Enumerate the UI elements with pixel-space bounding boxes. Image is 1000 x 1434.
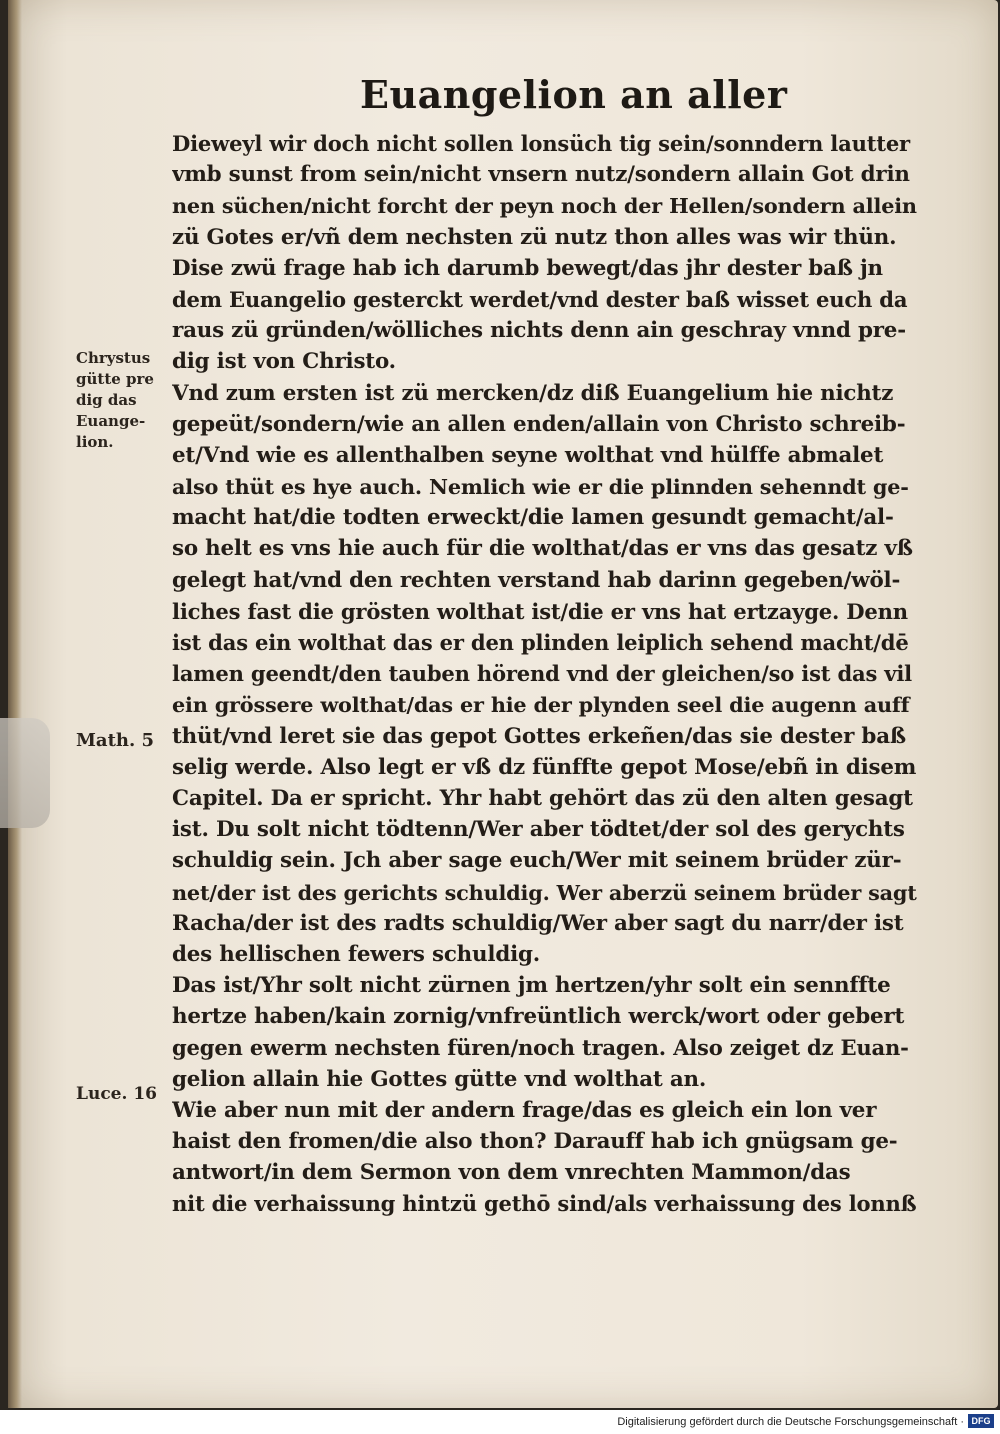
text-line: dig ist von Christo.	[172, 349, 396, 375]
text-line: nen süchen/nicht forcht der peyn noch der Hellen/sondern allein	[172, 193, 917, 219]
text-line: also thüt es hye auch. Nemlich wie er die plinnden sehenndt ge-	[172, 474, 909, 500]
text-line: selig werde. Also legt er vß dz fünffte gepot Mose/ebñ in disem	[172, 754, 917, 780]
text-line: liches fast die grösten wolthat ist/die er vns hat ertzayge. Denn	[172, 598, 908, 624]
text-line: gelegt hat/vnd den rechten verstand hab darinn gegeben/wöl-	[172, 567, 901, 593]
text-line: gepeüt/sondern/wie an allen enden/allain von Christo schreib-	[172, 411, 906, 437]
margin-note-line: Euange-	[76, 412, 146, 430]
text-line: ist das ein wolthat das er den plinden leiplich sehend macht/dē	[172, 630, 909, 655]
margin-note-line: gütte pre	[76, 370, 154, 388]
text-line: ein grössere wolthat/das er hie der plynden seel die augenn auff	[172, 692, 910, 718]
text-line: Dise zwü frage hab ich darumb bewegt/das jhr dester baß jn	[172, 255, 883, 281]
text-line: haist den fromen/die also thon? Darauff hab ich gnügsam ge-	[172, 1129, 898, 1154]
text-line: Wie aber nun mit der andern frage/das es gleich ein lon ver	[172, 1097, 877, 1123]
text-line: Capitel. Da er spricht. Yhr habt gehört das zü den alten gesagt	[172, 785, 913, 811]
margin-note-line: dig das	[76, 391, 137, 409]
text-line: hertze haben/kain zornig/vnfreüntlich werck/wort oder gebert	[172, 1004, 905, 1030]
text-line: et/Vnd wie es allenthalben seyne wolthat vnd hülffe abmalet	[172, 442, 884, 468]
margin-note-line: Chrystus	[76, 349, 151, 367]
margin-note-math: Math. 5	[76, 730, 155, 751]
text-line: Dieweyl wir doch nicht sollen lonsüch tig sein/sonndern lautter	[172, 131, 910, 156]
text-line: zü Gotes er/vñ dem nechsten zü nutz thon alles was wir thün.	[172, 224, 897, 250]
footer-credit-text: Digitalisierung gefördert durch die Deutsche Forschungsgemeinschaft ·	[617, 1416, 964, 1428]
text-line: antwort/in dem Sermon von dem vnrechten Mammon/das	[172, 1160, 851, 1186]
text-line: nit die verhaissung hintzü gethō sind/als verhaissung des lonnß	[172, 1191, 917, 1217]
text-line: thüt/vnd leret sie das gepot Gottes erkeñen/das sie dester baß	[172, 723, 906, 749]
text-line: macht hat/die todten erweckt/die lamen gesundt gemacht/al-	[172, 505, 894, 531]
text-line: des hellischen fewers schuldig.	[172, 941, 541, 967]
text-line: lamen geendt/den tauben hörend vnd der gleichen/so ist das vil	[172, 661, 912, 687]
text-line: net/der ist des gerichts schuldig. Wer aberzü seinem brüder sagt	[172, 879, 917, 905]
text-line: schuldig sein. Jch aber sage euch/Wer mit seinem brüder zür-	[172, 848, 902, 874]
text-line: raus zü gründen/wölliches nichts denn ain geschray vnnd pre-	[172, 318, 906, 344]
text-line: Racha/der ist des radts schuldig/Wer aber sagt du narr/der ist	[172, 910, 904, 936]
dfg-logo: DFG	[968, 1414, 994, 1428]
margin-note-luce: Luce. 16	[76, 1084, 157, 1104]
page-gutter-shadow	[8, 0, 22, 1408]
text-line: so helt es vns hie auch für die wolthat/das er vns das gesatz vß	[172, 536, 913, 562]
text-line: gegen ewerm nechsten füren/noch tragen. Also zeiget dz Euan-	[172, 1035, 909, 1061]
margin-note-line: lion.	[76, 433, 114, 451]
margin-note-chrystus	[76, 348, 154, 453]
text-line: vmb sunst from sein/nicht vnsern nutz/sondern allain Got drin	[172, 162, 910, 188]
text-line: gelion allain hie Gottes gütte vnd wolthat an.	[172, 1066, 707, 1092]
text-line: Das ist/Yhr solt nicht zürnen jm hertzen/yhr solt ein sennffte	[172, 973, 891, 999]
page-clip	[0, 718, 50, 828]
running-header-title: Euangelion an aller	[360, 72, 788, 117]
text-line: dem Euangelio gesterckt werdet/vnd dester baß wisset euch da	[172, 286, 908, 312]
text-line: Vnd zum ersten ist zü mercken/dz diß Euangelium hie nichtz	[172, 380, 894, 406]
body-text-block	[172, 128, 917, 1220]
text-line: ist. Du solt nicht tödtenn/Wer aber tödtet/der sol des gerychts	[172, 817, 905, 843]
